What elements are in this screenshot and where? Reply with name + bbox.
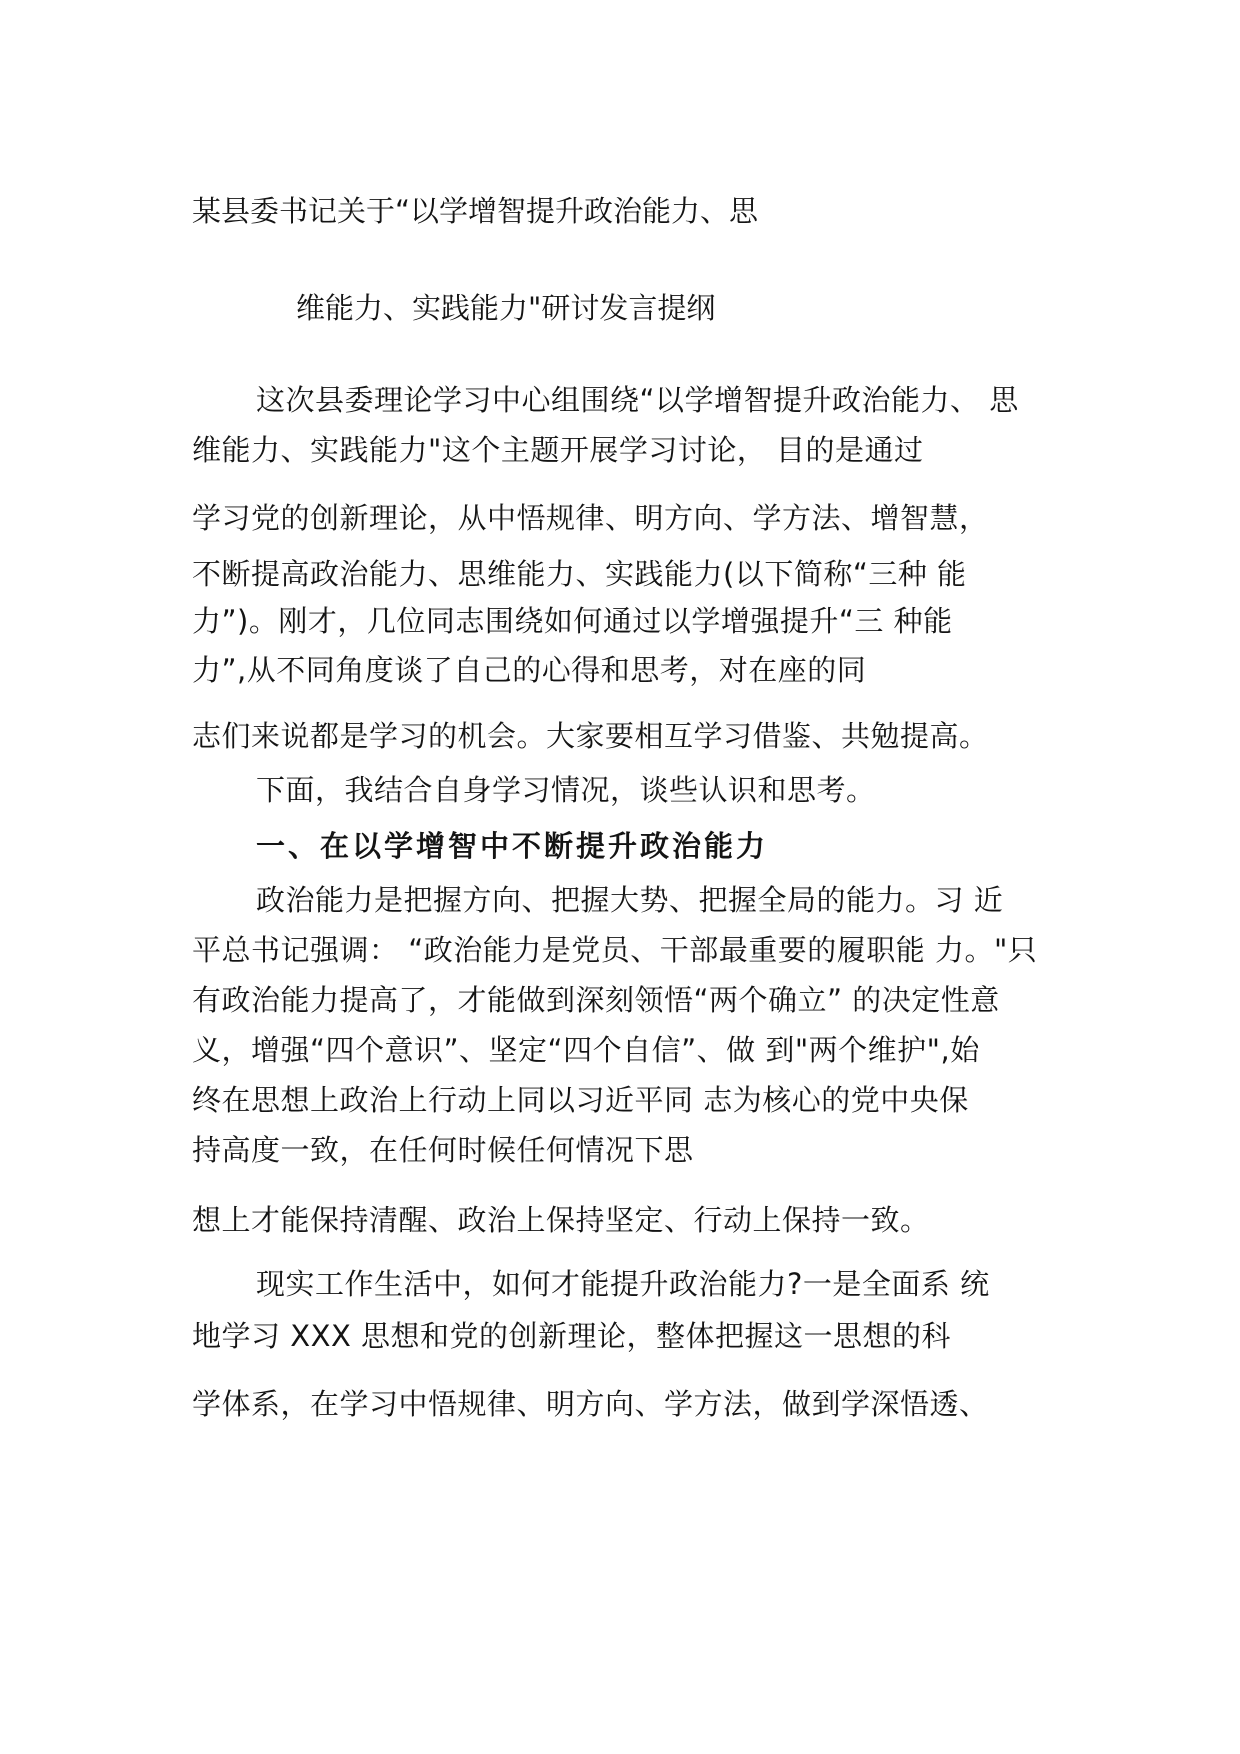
body-line: 义，增强“四个意识”、坚定“四个自信”、做 到"两个维护",始 [192,1033,980,1067]
body-line: 终在思想上政治上行动上同以习近平同 志为核心的党中央保 [192,1083,969,1117]
body-line: 下面，我结合自身学习情况，谈些认识和思考。 [256,773,876,807]
body-line: 持高度一致，在任何时候任何情况下思 [192,1133,694,1167]
body-line: 学体系，在学习中悟规律、明方向、学方法，做到学深悟透、 [192,1387,989,1421]
body-line: 有政治能力提高了，才能做到深刻领悟“两个确立” 的决定性意 [192,983,1000,1017]
body-line: 地学习 XXX 思想和党的创新理论，整体把握这一思想的科 [192,1319,952,1353]
body-line: 不断提高政治能力、思维能力、实践能力(以下简称“三种 能 [192,557,967,591]
body-line: 想上才能保持清醒、政治上保持坚定、行动上保持一致。 [192,1203,930,1237]
body-line: 志们来说都是学习的机会。大家要相互学习借鉴、共勉提高。 [192,719,989,753]
section-heading: 一、在以学增智中不断提升政治能力 [256,829,769,863]
document-title-line-1: 某县委书记关于“以学增智提升政治能力、思 [192,194,759,228]
body-line: 政治能力是把握方向、把握大势、把握全局的能力。习 近 [256,883,1004,917]
body-line: 这次县委理论学习中心组围绕“以学增智提升政治能力、 思 [256,383,1019,417]
document-title-line-2: 维能力、实践能力"研讨发言提纲 [296,291,716,325]
body-line: 力”)。刚才，几位同志围绕如何通过以学增强提升“三 种能 [192,604,953,638]
body-line: 力”,从不同角度谈了自己的心得和思考，对在座的同 [192,653,867,687]
body-line: 平总书记强调： “政治能力是党员、干部最重要的履职能 力。"只 [192,933,1038,967]
body-line: 学习党的创新理论，从中悟规律、明方向、学方法、增智慧， [192,501,989,535]
body-line: 现实工作生活中，如何才能提升政治能力?一是全面系 统 [256,1267,990,1301]
body-line: 维能力、实践能力"这个主题开展学习讨论， 目的是通过 [192,433,924,467]
